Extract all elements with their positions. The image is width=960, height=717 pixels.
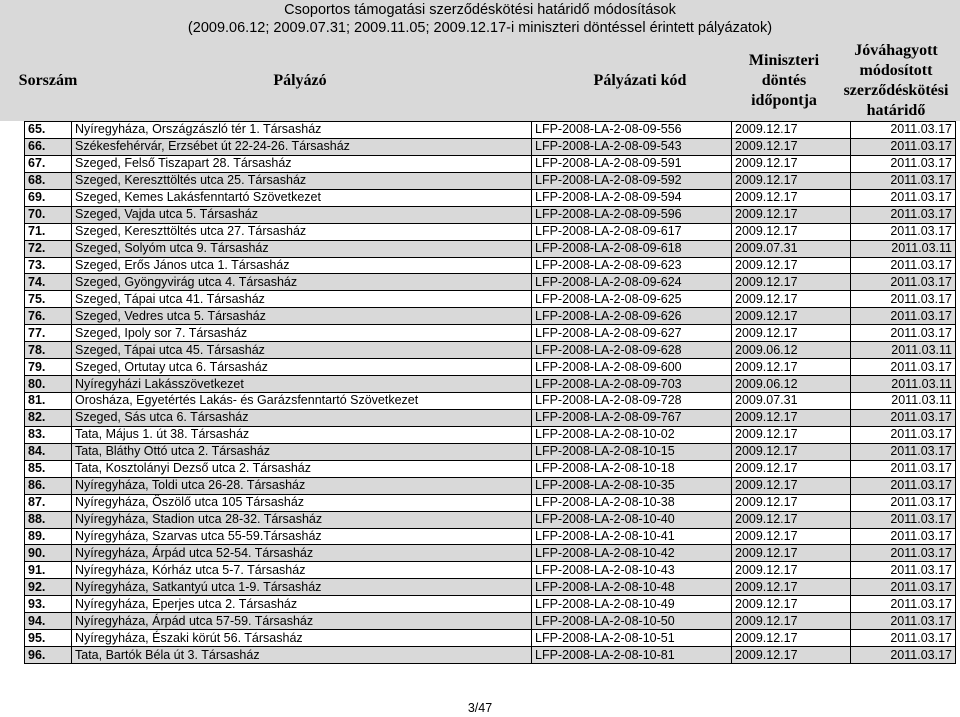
table-row [25, 647, 956, 664]
applicant-cell: Nyíregyháza, Satkantyú utca 1-9. Társasház [72, 579, 532, 596]
decision-date-cell: 2009.12.17 [732, 189, 851, 206]
application-code-cell: LFP-2008-LA-2-08-09-628 [532, 342, 732, 359]
row-number: 90. [25, 545, 72, 562]
table-row [25, 376, 956, 393]
decision-date-cell: 2009.12.17 [732, 308, 851, 325]
decision-date-cell: 2009.12.17 [732, 122, 851, 139]
applicant-cell: Nyíregyháza, Toldi utca 26-28. Társasház [72, 477, 532, 494]
decision-date-cell: 2009.12.17 [732, 579, 851, 596]
row-number: 89. [25, 528, 72, 545]
applicant-cell: Nyíregyháza, Stadion utca 28-32. Társasház [72, 511, 532, 528]
decision-date-cell: 2009.12.17 [732, 325, 851, 342]
decision-date-cell: 2009.12.17 [732, 613, 851, 630]
application-code-cell: LFP-2008-LA-2-08-09-627 [532, 325, 732, 342]
decision-date-cell: 2009.12.17 [732, 545, 851, 562]
table-row [25, 545, 956, 562]
application-code-cell: LFP-2008-LA-2-08-10-40 [532, 511, 732, 528]
decision-date-cell: 2009.12.17 [732, 223, 851, 240]
application-code-cell: LFP-2008-LA-2-08-10-42 [532, 545, 732, 562]
row-number: 74. [25, 274, 72, 291]
decision-date-cell: 2009.12.17 [732, 206, 851, 223]
application-code-cell: LFP-2008-LA-2-08-09-591 [532, 155, 732, 172]
row-number: 92. [25, 579, 72, 596]
application-code-cell: LFP-2008-LA-2-08-09-623 [532, 257, 732, 274]
decision-date-cell: 2009.12.17 [732, 257, 851, 274]
table-row [25, 206, 956, 223]
header-miniszteri-dontes: Miniszteri döntés időpontja [748, 51, 820, 109]
row-number: 86. [25, 477, 72, 494]
applicant-cell: Tata, Kosztolányi Dezső utca 2. Társasház [72, 460, 532, 477]
applicant-cell: Szeged, Tápai utca 45. Társasház [72, 342, 532, 359]
deadline-cell: 2011.03.17 [851, 477, 956, 494]
decision-date-cell: 2009.07.31 [732, 240, 851, 257]
applicant-cell: Szeged, Vedres utca 5. Társasház [72, 308, 532, 325]
application-code-cell: LFP-2008-LA-2-08-09-592 [532, 172, 732, 189]
decision-date-cell: 2009.12.17 [732, 630, 851, 647]
deadline-cell: 2011.03.17 [851, 257, 956, 274]
application-code-cell: LFP-2008-LA-2-08-10-43 [532, 562, 732, 579]
row-number: 78. [25, 342, 72, 359]
decision-date-cell: 2009.12.17 [732, 596, 851, 613]
row-number: 87. [25, 494, 72, 511]
applicant-cell: Szeged, Solyóm utca 9. Társasház [72, 240, 532, 257]
application-code-cell: LFP-2008-LA-2-08-10-49 [532, 596, 732, 613]
row-number: 82. [25, 409, 72, 426]
header-palyazo: Pályázó [273, 71, 327, 89]
applicant-cell: Szeged, Gyöngyvirág utca 4. Társasház [72, 274, 532, 291]
application-code-cell: LFP-2008-LA-2-08-10-35 [532, 477, 732, 494]
table-row [25, 477, 956, 494]
deadline-cell: 2011.03.17 [851, 647, 956, 664]
table-row [25, 359, 956, 376]
deadline-cell: 2011.03.17 [851, 630, 956, 647]
row-number: 73. [25, 257, 72, 274]
application-code-cell: LFP-2008-LA-2-08-09-703 [532, 376, 732, 393]
deadline-cell: 2011.03.17 [851, 189, 956, 206]
table-body [25, 122, 956, 664]
deadline-cell: 2011.03.17 [851, 138, 956, 155]
decision-date-cell: 2009.12.17 [732, 477, 851, 494]
table-row [25, 342, 956, 359]
applicant-cell: Nyíregyházi Lakásszövetkezet [72, 376, 532, 393]
application-code-cell: LFP-2008-LA-2-08-10-15 [532, 443, 732, 460]
applicant-cell: Szeged, Erős János utca 1. Társasház [72, 257, 532, 274]
deadline-cell: 2011.03.17 [851, 291, 956, 308]
applicant-cell: Szeged, Tápai utca 41. Társasház [72, 291, 532, 308]
deadline-cell: 2011.03.17 [851, 494, 956, 511]
table-row [25, 325, 956, 342]
deadline-cell: 2011.03.17 [851, 511, 956, 528]
table-row [25, 155, 956, 172]
table-row [25, 562, 956, 579]
applicant-cell: Tata, Bláthy Ottó utca 2. Társasház [72, 443, 532, 460]
application-code-cell: LFP-2008-LA-2-08-10-51 [532, 630, 732, 647]
row-number: 95. [25, 630, 72, 647]
application-code-cell: LFP-2008-LA-2-08-09-767 [532, 409, 732, 426]
table-row [25, 223, 956, 240]
application-code-cell: LFP-2008-LA-2-08-09-594 [532, 189, 732, 206]
row-number: 94. [25, 613, 72, 630]
deadline-cell: 2011.03.11 [851, 393, 956, 410]
deadline-cell: 2011.03.17 [851, 359, 956, 376]
application-code-cell: LFP-2008-LA-2-08-09-600 [532, 359, 732, 376]
deadline-cell: 2011.03.11 [851, 376, 956, 393]
data-table [24, 121, 956, 664]
application-code-cell: LFP-2008-LA-2-08-09-625 [532, 291, 732, 308]
application-code-cell: LFP-2008-LA-2-08-09-624 [532, 274, 732, 291]
applicant-cell: Nyíregyháza, Öszölő utca 105 Társasház [72, 494, 532, 511]
table-row [25, 393, 956, 410]
applicant-cell: Szeged, Kemes Lakásfenntartó Szövetkezet [72, 189, 532, 206]
applicant-cell: Székesfehérvár, Erzsébet út 22-24-26. Társasház [72, 138, 532, 155]
deadline-cell: 2011.03.17 [851, 579, 956, 596]
deadline-cell: 2011.03.17 [851, 325, 956, 342]
application-code-cell: LFP-2008-LA-2-08-10-50 [532, 613, 732, 630]
deadline-cell: 2011.03.17 [851, 426, 956, 443]
table-row [25, 291, 956, 308]
application-code-cell: LFP-2008-LA-2-08-09-596 [532, 206, 732, 223]
row-number: 77. [25, 325, 72, 342]
row-number: 70. [25, 206, 72, 223]
decision-date-cell: 2009.06.12 [732, 376, 851, 393]
application-code-cell: LFP-2008-LA-2-08-10-02 [532, 426, 732, 443]
header-hatarido: Jóváhagyott módosított szerződéskötési határidő [843, 41, 949, 119]
table-row [25, 189, 956, 206]
applicant-cell: Szeged, Ortutay utca 6. Társasház [72, 359, 532, 376]
page-number: 3/47 [467, 701, 493, 715]
deadline-cell: 2011.03.17 [851, 223, 956, 240]
decision-date-cell: 2009.12.17 [732, 274, 851, 291]
applicant-cell: Szeged, Vajda utca 5. Társasház [72, 206, 532, 223]
decision-date-cell: 2009.12.17 [732, 426, 851, 443]
decision-date-cell: 2009.12.17 [732, 359, 851, 376]
row-number: 96. [25, 647, 72, 664]
deadline-cell: 2011.03.17 [851, 562, 956, 579]
decision-date-cell: 2009.07.31 [732, 393, 851, 410]
applicant-cell: Szeged, Kereszttöltés utca 25. Társasház [72, 172, 532, 189]
application-code-cell: LFP-2008-LA-2-08-10-81 [532, 647, 732, 664]
applicant-cell: Szeged, Ipoly sor 7. Társasház [72, 325, 532, 342]
table-row [25, 494, 956, 511]
table-row [25, 240, 956, 257]
decision-date-cell: 2009.12.17 [732, 494, 851, 511]
application-code-cell: LFP-2008-LA-2-08-09-618 [532, 240, 732, 257]
application-code-cell: LFP-2008-LA-2-08-10-41 [532, 528, 732, 545]
applicant-cell: Tata, Bartók Béla út 3. Társasház [72, 647, 532, 664]
deadline-cell: 2011.03.17 [851, 206, 956, 223]
table-row [25, 426, 956, 443]
row-number: 75. [25, 291, 72, 308]
row-number: 76. [25, 308, 72, 325]
application-code-cell: LFP-2008-LA-2-08-09-556 [532, 122, 732, 139]
decision-date-cell: 2009.12.17 [732, 291, 851, 308]
table-row [25, 579, 956, 596]
decision-date-cell: 2009.12.17 [732, 409, 851, 426]
deadline-cell: 2011.03.17 [851, 308, 956, 325]
document-subtitle: (2009.06.12; 2009.07.31; 2009.11.05; 2009.12.17-i miniszteri döntéssel érintett pályázatok) [187, 20, 773, 36]
table-row [25, 630, 956, 647]
row-number: 88. [25, 511, 72, 528]
row-number: 65. [25, 122, 72, 139]
decision-date-cell: 2009.06.12 [732, 342, 851, 359]
applicant-cell: Nyíregyháza, Kórház utca 5-7. Társasház [72, 562, 532, 579]
row-number: 66. [25, 138, 72, 155]
applicant-cell: Nyíregyháza, Szarvas utca 55-59.Társasház [72, 528, 532, 545]
table-row [25, 172, 956, 189]
decision-date-cell: 2009.12.17 [732, 511, 851, 528]
decision-date-cell: 2009.12.17 [732, 155, 851, 172]
application-code-cell: LFP-2008-LA-2-08-10-38 [532, 494, 732, 511]
row-number: 84. [25, 443, 72, 460]
header-sorszam: Sorszám [18, 71, 78, 89]
row-number: 67. [25, 155, 72, 172]
row-number: 93. [25, 596, 72, 613]
application-code-cell: LFP-2008-LA-2-08-09-728 [532, 393, 732, 410]
table-row [25, 122, 956, 139]
table-row [25, 274, 956, 291]
applicant-cell: Nyíregyháza, Árpád utca 57-59. Társasház [72, 613, 532, 630]
deadline-cell: 2011.03.17 [851, 545, 956, 562]
row-number: 81. [25, 393, 72, 410]
document-banner [0, 0, 960, 40]
decision-date-cell: 2009.12.17 [732, 562, 851, 579]
application-code-cell: LFP-2008-LA-2-08-10-48 [532, 579, 732, 596]
table-row [25, 596, 956, 613]
row-number: 71. [25, 223, 72, 240]
applicant-cell: Szeged, Felső Tiszapart 28. Társasház [72, 155, 532, 172]
deadline-cell: 2011.03.17 [851, 460, 956, 477]
table-row [25, 138, 956, 155]
decision-date-cell: 2009.12.17 [732, 647, 851, 664]
document-title: Csoportos támogatási szerződéskötési határidő módosítások [284, 2, 676, 18]
row-number: 79. [25, 359, 72, 376]
row-number: 72. [25, 240, 72, 257]
deadline-cell: 2011.03.11 [851, 240, 956, 257]
application-code-cell: LFP-2008-LA-2-08-10-18 [532, 460, 732, 477]
application-code-cell: LFP-2008-LA-2-08-09-626 [532, 308, 732, 325]
row-number: 69. [25, 189, 72, 206]
deadline-cell: 2011.03.17 [851, 443, 956, 460]
deadline-cell: 2011.03.17 [851, 528, 956, 545]
table-row [25, 528, 956, 545]
deadline-cell: 2011.03.11 [851, 342, 956, 359]
row-number: 91. [25, 562, 72, 579]
decision-date-cell: 2009.12.17 [732, 138, 851, 155]
deadline-cell: 2011.03.17 [851, 172, 956, 189]
row-number: 83. [25, 426, 72, 443]
row-number: 68. [25, 172, 72, 189]
decision-date-cell: 2009.12.17 [732, 460, 851, 477]
applicant-cell: Nyíregyháza, Országzászló tér 1. Társasház [72, 122, 532, 139]
deadline-cell: 2011.03.17 [851, 122, 956, 139]
applicant-cell: Tata, Május 1. út 38. Társasház [72, 426, 532, 443]
table-row [25, 257, 956, 274]
row-number: 85. [25, 460, 72, 477]
decision-date-cell: 2009.12.17 [732, 528, 851, 545]
applicant-cell: Szeged, Kereszttöltés utca 27. Társasház [72, 223, 532, 240]
table-row [25, 613, 956, 630]
table-row [25, 511, 956, 528]
deadline-cell: 2011.03.17 [851, 155, 956, 172]
deadline-cell: 2011.03.17 [851, 409, 956, 426]
table-row [25, 409, 956, 426]
decision-date-cell: 2009.12.17 [732, 172, 851, 189]
applicant-cell: Nyíregyháza, Árpád utca 52-54. Társasház [72, 545, 532, 562]
table-header [0, 40, 960, 121]
deadline-cell: 2011.03.17 [851, 274, 956, 291]
applicant-cell: Nyíregyháza, Eperjes utca 2. Társasház [72, 596, 532, 613]
applicant-cell: Nyíregyháza, Északi körút 56. Társasház [72, 630, 532, 647]
table-row [25, 308, 956, 325]
applicant-cell: Orosháza, Egyetértés Lakás- és Garázsfenntartó Szövetkezet [72, 393, 532, 410]
decision-date-cell: 2009.12.17 [732, 443, 851, 460]
table-row [25, 443, 956, 460]
row-number: 80. [25, 376, 72, 393]
application-code-cell: LFP-2008-LA-2-08-09-617 [532, 223, 732, 240]
deadline-cell: 2011.03.17 [851, 596, 956, 613]
applicant-cell: Szeged, Sás utca 6. Társasház [72, 409, 532, 426]
application-code-cell: LFP-2008-LA-2-08-09-543 [532, 138, 732, 155]
table-row [25, 460, 956, 477]
deadline-cell: 2011.03.17 [851, 613, 956, 630]
header-palyazati-kod: Pályázati kód [593, 71, 687, 89]
